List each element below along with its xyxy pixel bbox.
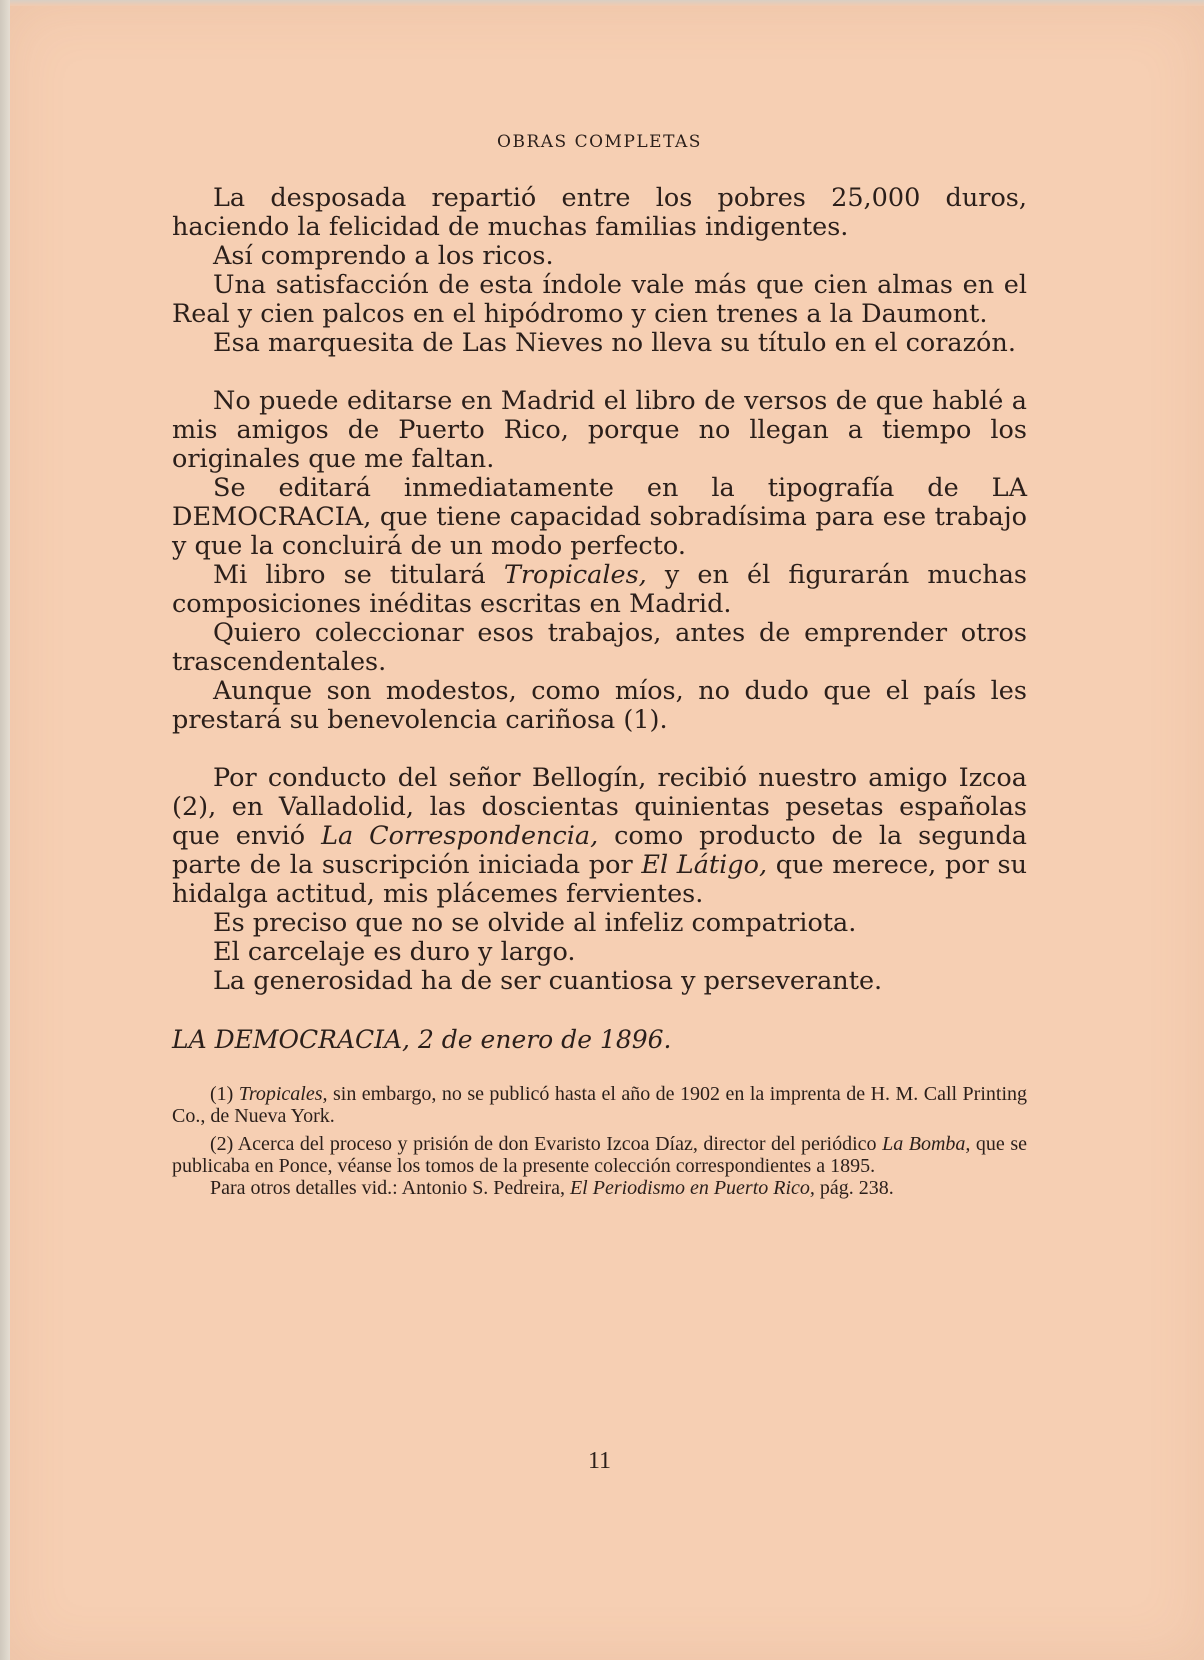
paragraph: Quiero coleccionar esos trabajos, antes de emprender otros trascendentales. — [172, 618, 1027, 677]
section-one — [172, 184, 1027, 358]
paragraph — [172, 561, 1027, 619]
footnote-2-continuation — [172, 1177, 1027, 1199]
text-run: sin embargo, no se publicó hasta el año de 1902 en la imprenta de H. M. Call Printing Co., de Nueva York. — [172, 1083, 1027, 1127]
paragraph: No puede editarse en Madrid el libro de versos de que hablé a mis amigos de Puerto Rico, porque no llegan a tiempo los originales que me faltan. — [172, 386, 1027, 474]
page-content — [172, 130, 1027, 1474]
text-run: que se publicaba en Ponce, véanse los tomos de la presente colección correspondientes a 1895. — [172, 1133, 1027, 1177]
paragraph: Una satisfacción de esta índole vale más que cien almas en el Real y cien palcos en el hipódromo y cien trenes a la Daumont. — [172, 270, 1027, 329]
section-three — [172, 764, 1027, 996]
footnotes — [172, 1083, 1027, 1199]
text-run: (1) — [210, 1083, 239, 1105]
text-run: y en él figurarán muchas composiciones inéditas escritas en Madrid. — [172, 560, 1027, 619]
text-run: Para otros detalles vid.: Antonio S. Pedreira, — [210, 1177, 570, 1199]
paragraph: Aunque son modestos, como míos, no dudo que el país les prestará su benevolencia cariñosa (1). — [172, 676, 1027, 735]
text-run: pág. 238. — [814, 1177, 894, 1199]
book-title: El Periodismo en Puerto Rico, — [569, 1177, 815, 1199]
dateline: LA DEMOCRACIA, 2 de enero de 1896. — [172, 1025, 672, 1054]
publication-title: El Látigo, — [641, 850, 768, 880]
paragraph: El carcelaje es duro y largo. — [213, 937, 576, 967]
book-title: Tropicales, — [238, 1083, 328, 1105]
text-run: Mi libro se titulará — [213, 560, 504, 590]
running-head: OBRAS COMPLETAS — [497, 132, 702, 152]
text-run: que merece, por su hidalga actitud, mis plácemes fervientes. — [172, 850, 1027, 909]
paragraph — [172, 764, 1027, 909]
paragraph: Esa marquesita de Las Nieves no lleva su título en el corazón. — [213, 328, 1016, 358]
section-gap — [172, 358, 1027, 387]
paragraph: Así comprendo a los ricos. — [213, 241, 554, 271]
paragraph: Es preciso que no se olvide al infeliz compatriota. — [213, 908, 857, 938]
footnote-2 — [172, 1133, 1027, 1177]
page-number: 11 — [587, 1448, 612, 1474]
page-binding-edge — [0, 0, 10, 1660]
publication-title: La Bomba, — [882, 1133, 971, 1155]
text-run: como producto de la segunda parte de la suscripción iniciada por — [172, 821, 1027, 880]
paragraph: La generosidad ha de ser cuantiosa y perseverante. — [213, 966, 883, 996]
section-gap — [172, 735, 1027, 764]
publication-title: La Correspondencia, — [321, 821, 599, 851]
footnote-1 — [172, 1083, 1027, 1127]
paragraph: La desposada repartió entre los pobres 25,000 duros, haciendo la felicidad de muchas familias indigentes. — [172, 183, 1027, 242]
paragraph: Se editará inmediatamente en la tipografía de LA DEMOCRACIA, que tiene capacidad sobradísima para ese trabajo y que la concluirá de un modo perfecto. — [172, 473, 1027, 561]
text-run: (2) Acerca del proceso y prisión de don Evaristo Izcoa Díaz, director del periódico — [210, 1133, 883, 1155]
text-run: Por conducto del señor Bellogín, recibió nuestro amigo Izcoa (2), en Valladolid, las doscientas quinientas pesetas españolas que envió — [172, 763, 1027, 851]
book-title: Tropicales, — [503, 560, 647, 590]
section-two — [172, 387, 1027, 735]
